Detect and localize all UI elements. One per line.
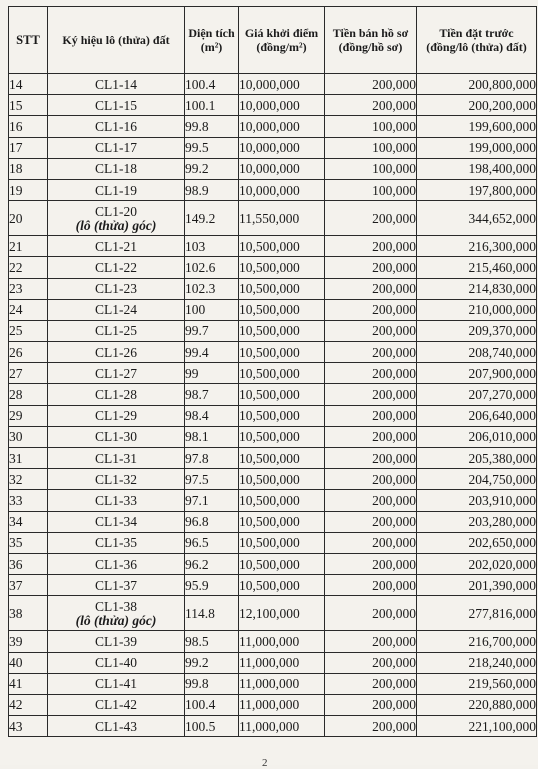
table-row	[9, 74, 537, 95]
row-deposit: 206,640,000	[417, 405, 537, 426]
lot-code-text: CL1-43	[95, 718, 137, 734]
row-dossier-fee: 200,000	[325, 448, 417, 469]
row-stt: 36	[9, 553, 48, 574]
table-row	[9, 236, 537, 257]
table-row	[9, 257, 537, 278]
row-dossier-fee: 200,000	[325, 299, 417, 320]
row-stt: 24	[9, 299, 48, 320]
row-stt: 43	[9, 716, 48, 737]
row-dossier-fee: 200,000	[325, 257, 417, 278]
row-area: 100	[185, 299, 239, 320]
lot-code-text: CL1-26	[95, 344, 137, 360]
row-start-price: 10,500,000	[239, 278, 325, 299]
row-dossier-fee: 200,000	[325, 320, 417, 341]
row-dossier-fee: 200,000	[325, 596, 417, 631]
row-deposit: 277,816,000	[417, 596, 537, 631]
row-start-price: 10,500,000	[239, 257, 325, 278]
row-lot-code	[48, 116, 185, 137]
row-deposit: 216,300,000	[417, 236, 537, 257]
row-deposit: 210,000,000	[417, 299, 537, 320]
row-area: 97.1	[185, 490, 239, 511]
row-start-price: 10,500,000	[239, 405, 325, 426]
row-stt: 33	[9, 490, 48, 511]
row-dossier-fee: 200,000	[325, 236, 417, 257]
row-area: 99.8	[185, 673, 239, 694]
table-row	[9, 363, 537, 384]
table-row	[9, 278, 537, 299]
row-dossier-fee: 200,000	[325, 716, 417, 737]
row-dossier-fee: 100,000	[325, 116, 417, 137]
row-deposit: 202,020,000	[417, 553, 537, 574]
lot-code-text: CL1-30	[95, 429, 137, 445]
table-row	[9, 596, 537, 631]
table-row	[9, 116, 537, 137]
row-stt: 29	[9, 405, 48, 426]
table-row	[9, 405, 537, 426]
table-row	[9, 320, 537, 341]
row-deposit: 204,750,000	[417, 469, 537, 490]
row-stt: 42	[9, 694, 48, 715]
row-dossier-fee: 200,000	[325, 469, 417, 490]
lot-code-text: CL1-18	[95, 161, 137, 177]
row-stt: 32	[9, 469, 48, 490]
row-dossier-fee: 200,000	[325, 575, 417, 596]
row-lot-code	[48, 469, 185, 490]
row-stt: 20	[9, 201, 48, 236]
row-deposit: 208,740,000	[417, 342, 537, 363]
row-lot-code	[48, 490, 185, 511]
row-stt: 23	[9, 278, 48, 299]
row-start-price: 10,500,000	[239, 490, 325, 511]
row-lot-code	[48, 673, 185, 694]
row-stt: 21	[9, 236, 48, 257]
row-area: 149.2	[185, 201, 239, 236]
row-stt: 14	[9, 74, 48, 95]
lot-code-text: CL1-25	[95, 323, 137, 339]
row-stt: 25	[9, 320, 48, 341]
row-start-price: 10,500,000	[239, 575, 325, 596]
row-start-price: 11,000,000	[239, 694, 325, 715]
table-row	[9, 532, 537, 553]
header-start-price: Giá khởi điểm (đồng/m²)	[239, 7, 325, 74]
row-area: 98.7	[185, 384, 239, 405]
row-lot-code	[48, 95, 185, 116]
row-deposit: 207,270,000	[417, 384, 537, 405]
row-start-price: 10,000,000	[239, 95, 325, 116]
lot-code-text: CL1-39	[95, 633, 137, 649]
lot-code-text: CL1-42	[95, 697, 137, 713]
row-lot-code	[48, 74, 185, 95]
row-deposit: 344,652,000	[417, 201, 537, 236]
row-stt: 39	[9, 631, 48, 652]
row-lot-code	[48, 575, 185, 596]
table-row	[9, 384, 537, 405]
row-lot-code	[48, 511, 185, 532]
table-row	[9, 426, 537, 447]
row-start-price: 10,000,000	[239, 116, 325, 137]
row-dossier-fee: 200,000	[325, 201, 417, 236]
row-area: 100.4	[185, 694, 239, 715]
row-start-price: 10,500,000	[239, 342, 325, 363]
row-area: 99.8	[185, 116, 239, 137]
table-row	[9, 137, 537, 158]
row-dossier-fee: 100,000	[325, 158, 417, 179]
row-deposit: 201,390,000	[417, 575, 537, 596]
row-stt: 28	[9, 384, 48, 405]
row-start-price: 10,500,000	[239, 553, 325, 574]
table-row	[9, 716, 537, 737]
row-stt: 16	[9, 116, 48, 137]
row-area: 96.5	[185, 532, 239, 553]
lot-code-text: CL1-41	[95, 676, 137, 692]
row-deposit: 216,700,000	[417, 631, 537, 652]
row-lot-code	[48, 201, 185, 236]
row-start-price: 11,000,000	[239, 673, 325, 694]
row-dossier-fee: 200,000	[325, 631, 417, 652]
row-dossier-fee: 200,000	[325, 490, 417, 511]
row-area: 98.9	[185, 179, 239, 200]
table-row	[9, 673, 537, 694]
row-lot-code	[48, 426, 185, 447]
row-lot-code	[48, 652, 185, 673]
row-start-price: 10,500,000	[239, 363, 325, 384]
table-row	[9, 469, 537, 490]
row-stt: 15	[9, 95, 48, 116]
row-lot-code	[48, 363, 185, 384]
lot-code-text: CL1-38	[95, 598, 137, 614]
row-deposit: 202,650,000	[417, 532, 537, 553]
table-row	[9, 553, 537, 574]
row-area: 96.2	[185, 553, 239, 574]
table-row	[9, 631, 537, 652]
row-lot-code	[48, 716, 185, 737]
row-area: 99.2	[185, 652, 239, 673]
row-area: 97.5	[185, 469, 239, 490]
row-stt: 31	[9, 448, 48, 469]
lot-code-text: CL1-19	[95, 182, 137, 198]
row-start-price: 11,000,000	[239, 716, 325, 737]
lot-code-text: CL1-32	[95, 471, 137, 487]
lot-code-text: CL1-21	[95, 238, 137, 254]
lot-code-text: CL1-17	[95, 140, 137, 156]
row-stt: 40	[9, 652, 48, 673]
header-deposit: Tiền đặt trước (đồng/lô (thửa) đất)	[417, 7, 537, 74]
table-body	[9, 74, 537, 737]
row-dossier-fee: 200,000	[325, 532, 417, 553]
row-deposit: 197,800,000	[417, 179, 537, 200]
corner-lot-note: (lô (thửa) góc)	[75, 217, 157, 233]
row-deposit: 219,560,000	[417, 673, 537, 694]
table-row	[9, 652, 537, 673]
land-lot-table	[8, 6, 537, 737]
table-row	[9, 448, 537, 469]
lot-code-text: CL1-14	[95, 76, 137, 92]
table-row	[9, 299, 537, 320]
lot-code-text: CL1-29	[95, 408, 137, 424]
row-deposit: 198,400,000	[417, 158, 537, 179]
row-lot-code	[48, 236, 185, 257]
row-dossier-fee: 200,000	[325, 694, 417, 715]
row-deposit: 209,370,000	[417, 320, 537, 341]
header-lot-code: Ký hiệu lô (thửa) đất	[48, 7, 185, 74]
row-area: 100.1	[185, 95, 239, 116]
row-dossier-fee: 200,000	[325, 278, 417, 299]
lot-code-text: CL1-16	[95, 118, 137, 134]
row-lot-code	[48, 553, 185, 574]
row-area: 96.8	[185, 511, 239, 532]
corner-lot-note: (lô (thửa) góc)	[75, 612, 157, 628]
row-lot-code	[48, 596, 185, 631]
row-stt: 27	[9, 363, 48, 384]
lot-code-text: CL1-23	[95, 281, 137, 297]
row-lot-code	[48, 448, 185, 469]
row-dossier-fee: 200,000	[325, 74, 417, 95]
row-deposit: 203,910,000	[417, 490, 537, 511]
row-stt: 19	[9, 179, 48, 200]
table-row	[9, 511, 537, 532]
lot-code-text: CL1-36	[95, 556, 137, 572]
row-area: 99.4	[185, 342, 239, 363]
header-stt: STT	[9, 7, 48, 74]
row-lot-code	[48, 694, 185, 715]
row-stt: 38	[9, 596, 48, 631]
table-row	[9, 490, 537, 511]
row-area: 100.4	[185, 74, 239, 95]
row-area: 98.5	[185, 631, 239, 652]
row-deposit: 203,280,000	[417, 511, 537, 532]
row-dossier-fee: 200,000	[325, 652, 417, 673]
row-deposit: 214,830,000	[417, 278, 537, 299]
row-area: 98.1	[185, 426, 239, 447]
row-lot-code	[48, 299, 185, 320]
row-start-price: 10,500,000	[239, 384, 325, 405]
table-row	[9, 158, 537, 179]
row-deposit: 207,900,000	[417, 363, 537, 384]
row-start-price: 10,500,000	[239, 448, 325, 469]
row-area: 99	[185, 363, 239, 384]
row-dossier-fee: 200,000	[325, 363, 417, 384]
lot-code-text: CL1-31	[95, 450, 137, 466]
row-stt: 30	[9, 426, 48, 447]
table-row	[9, 575, 537, 596]
row-start-price: 10,000,000	[239, 137, 325, 158]
row-stt: 26	[9, 342, 48, 363]
row-stt: 34	[9, 511, 48, 532]
row-dossier-fee: 200,000	[325, 342, 417, 363]
lot-code-text: CL1-34	[95, 514, 137, 530]
lot-code-text: CL1-24	[95, 302, 137, 318]
table-header-row	[9, 7, 537, 74]
row-lot-code	[48, 257, 185, 278]
row-area: 98.4	[185, 405, 239, 426]
row-dossier-fee: 200,000	[325, 405, 417, 426]
row-lot-code	[48, 158, 185, 179]
lot-code-text: CL1-27	[95, 365, 137, 381]
row-area: 99.2	[185, 158, 239, 179]
row-stt: 18	[9, 158, 48, 179]
row-start-price: 11,000,000	[239, 631, 325, 652]
row-stt: 17	[9, 137, 48, 158]
row-deposit: 200,200,000	[417, 95, 537, 116]
row-start-price: 10,500,000	[239, 299, 325, 320]
row-area: 102.3	[185, 278, 239, 299]
page-number: 2	[262, 757, 268, 769]
row-deposit: 199,600,000	[417, 116, 537, 137]
row-lot-code	[48, 179, 185, 200]
row-stt: 35	[9, 532, 48, 553]
row-lot-code	[48, 405, 185, 426]
row-deposit: 200,800,000	[417, 74, 537, 95]
row-dossier-fee: 100,000	[325, 179, 417, 200]
row-deposit: 221,100,000	[417, 716, 537, 737]
table-row	[9, 342, 537, 363]
table-row	[9, 179, 537, 200]
row-start-price: 11,000,000	[239, 652, 325, 673]
row-stt: 41	[9, 673, 48, 694]
lot-code-text: CL1-15	[95, 97, 137, 113]
row-area: 100.5	[185, 716, 239, 737]
row-dossier-fee: 200,000	[325, 511, 417, 532]
row-area: 102.6	[185, 257, 239, 278]
row-dossier-fee: 100,000	[325, 137, 417, 158]
row-area: 99.7	[185, 320, 239, 341]
row-start-price: 12,100,000	[239, 596, 325, 631]
row-start-price: 10,500,000	[239, 426, 325, 447]
lot-code-text: CL1-40	[95, 655, 137, 671]
table-row	[9, 201, 537, 236]
row-start-price: 10,500,000	[239, 532, 325, 553]
lot-code-text: CL1-22	[95, 259, 137, 275]
row-lot-code	[48, 137, 185, 158]
row-start-price: 10,500,000	[239, 320, 325, 341]
row-dossier-fee: 200,000	[325, 426, 417, 447]
row-deposit: 218,240,000	[417, 652, 537, 673]
lot-code-text: CL1-28	[95, 387, 137, 403]
row-deposit: 199,000,000	[417, 137, 537, 158]
header-area: Diện tích (m²)	[185, 7, 239, 74]
row-stt: 37	[9, 575, 48, 596]
row-dossier-fee: 200,000	[325, 95, 417, 116]
table-row	[9, 95, 537, 116]
row-lot-code	[48, 384, 185, 405]
row-dossier-fee: 200,000	[325, 553, 417, 574]
row-lot-code	[48, 342, 185, 363]
row-start-price: 10,000,000	[239, 179, 325, 200]
row-deposit: 215,460,000	[417, 257, 537, 278]
row-lot-code	[48, 278, 185, 299]
row-start-price: 11,550,000	[239, 201, 325, 236]
row-deposit: 220,880,000	[417, 694, 537, 715]
row-area: 103	[185, 236, 239, 257]
row-lot-code	[48, 320, 185, 341]
header-dossier-fee: Tiền bán hồ sơ (đồng/hồ sơ)	[325, 7, 417, 74]
lot-code-text: CL1-35	[95, 535, 137, 551]
row-dossier-fee: 200,000	[325, 384, 417, 405]
row-area: 95.9	[185, 575, 239, 596]
row-lot-code	[48, 631, 185, 652]
row-start-price: 10,500,000	[239, 469, 325, 490]
row-area: 97.8	[185, 448, 239, 469]
lot-code-text: CL1-20	[95, 203, 137, 219]
lot-code-text: CL1-33	[95, 492, 137, 508]
row-deposit: 205,380,000	[417, 448, 537, 469]
row-start-price: 10,500,000	[239, 511, 325, 532]
row-lot-code	[48, 532, 185, 553]
row-dossier-fee: 200,000	[325, 673, 417, 694]
row-start-price: 10,000,000	[239, 158, 325, 179]
row-deposit: 206,010,000	[417, 426, 537, 447]
table-row	[9, 694, 537, 715]
row-start-price: 10,500,000	[239, 236, 325, 257]
row-stt: 22	[9, 257, 48, 278]
row-start-price: 10,000,000	[239, 74, 325, 95]
row-area: 114.8	[185, 596, 239, 631]
lot-code-text: CL1-37	[95, 577, 137, 593]
row-area: 99.5	[185, 137, 239, 158]
